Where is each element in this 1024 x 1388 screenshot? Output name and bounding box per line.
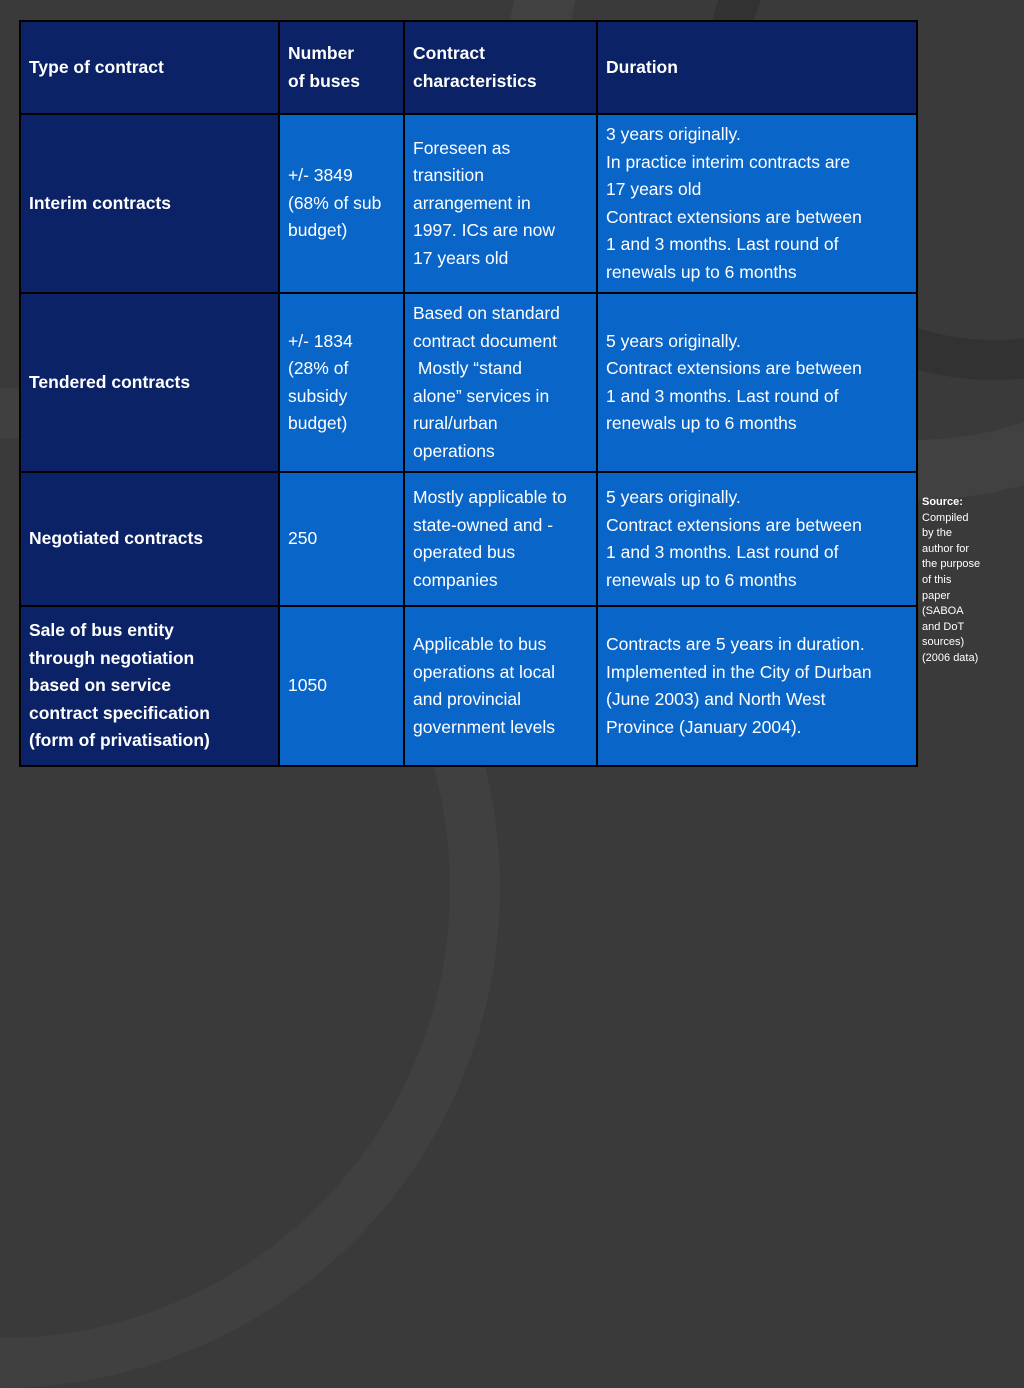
row-buses: [279, 114, 404, 293]
source-line: the purpose: [922, 558, 981, 571]
cell-line: transition: [413, 165, 485, 186]
cell-line: government levels: [413, 716, 556, 737]
cell-line: 1 and 3 months. Last round of: [606, 542, 839, 562]
cell-line: +/- 1834: [288, 330, 353, 351]
cell-line: (form of privatisation): [29, 730, 210, 751]
row-buses: [279, 293, 404, 472]
row-type: Interim contracts: [20, 114, 279, 293]
row-duration: [597, 114, 917, 293]
cell-line: Applicable to bus: [413, 634, 547, 654]
header-row: [20, 21, 917, 114]
header-characteristics-line: Contract: [413, 43, 485, 63]
table-row: [20, 472, 917, 606]
cell-line: (June 2003) and North West: [606, 689, 826, 709]
table-row: [20, 606, 917, 766]
cell-line: budget): [288, 413, 348, 433]
cell-line: state-owned and -: [413, 514, 554, 535]
source-line: paper: [922, 589, 951, 602]
source-line: (2006 data): [922, 651, 979, 664]
row-duration: [597, 606, 917, 766]
cell-line: +/- 3849: [288, 165, 353, 186]
row-type: Negotiated contracts: [20, 472, 279, 606]
cell-line: based on service: [29, 675, 172, 696]
cell-line: contract document: [413, 330, 557, 351]
cell-line: arrangement in: [413, 192, 531, 213]
row-duration: [597, 293, 917, 472]
cell-line: 1 and 3 months. Last round of: [606, 234, 839, 254]
cell-line: 250: [288, 528, 318, 549]
cell-line: In practice interim contracts are: [606, 151, 851, 172]
cell-line: renewals up to 6 months: [606, 569, 797, 590]
cell-line: Sale of bus entity: [29, 620, 174, 641]
header-characteristics-line: characteristics: [413, 70, 537, 91]
table-row: [20, 293, 917, 472]
header-duration: Duration: [597, 21, 917, 114]
cell-line: Implemented in the City of Durban: [606, 661, 872, 682]
cell-line: 1997. ICs are now: [413, 220, 556, 241]
cell-line: Contract extensions are between: [606, 206, 862, 227]
source-note: [922, 495, 1002, 667]
row-type: Tendered contracts: [20, 293, 279, 472]
cell-line: subsidy: [288, 385, 348, 406]
cell-line: Contracts are 5 years in duration.: [606, 634, 865, 654]
header-characteristics: [404, 21, 597, 114]
source-line: of this: [922, 573, 952, 586]
source-line: author for: [922, 542, 970, 555]
row-buses: [279, 606, 404, 766]
cell-line: companies: [413, 569, 498, 590]
cell-line: Province (January 2004).: [606, 716, 802, 737]
row-characteristics: [404, 472, 597, 606]
source-line: sources): [922, 636, 965, 649]
cell-line: 5 years originally.: [606, 487, 741, 507]
cell-line: Mostly “stand: [413, 358, 522, 378]
cell-line: Contract extensions are between: [606, 358, 862, 378]
cell-line: Based on standard: [413, 303, 560, 323]
header-buses-line: Number: [288, 43, 355, 63]
row-characteristics: [404, 293, 597, 472]
source-line: by the: [922, 527, 952, 540]
cell-line: operated bus: [413, 542, 516, 562]
row-duration: [597, 472, 917, 606]
row-type: [20, 606, 279, 766]
cell-line: Mostly applicable to: [413, 487, 567, 507]
cell-line: budget): [288, 220, 348, 241]
row-characteristics: [404, 606, 597, 766]
cell-line: through negotiation: [29, 647, 195, 668]
cell-line: alone” services in: [413, 385, 550, 406]
cell-line: 5 years originally.: [606, 330, 741, 351]
cell-line: rural/urban: [413, 413, 498, 433]
cell-line: (68% of sub: [288, 192, 382, 213]
cell-line: 1050: [288, 675, 327, 696]
cell-line: Contract extensions are between: [606, 514, 862, 535]
cell-line: 17 years old: [413, 247, 509, 268]
cell-line: 1 and 3 months. Last round of: [606, 385, 839, 406]
cell-line: renewals up to 6 months: [606, 261, 797, 282]
cell-line: (28% of: [288, 358, 349, 378]
cell-line: operations: [413, 440, 495, 461]
table-row: [20, 114, 917, 293]
cell-line: contract specification: [29, 702, 210, 723]
cell-line: 3 years originally.: [606, 124, 741, 144]
source-line: and DoT: [922, 620, 965, 633]
source-label: Source:: [922, 496, 963, 508]
source-line: Compiled: [922, 511, 969, 524]
cell-line: 17 years old: [606, 179, 702, 199]
contracts-table: [19, 20, 918, 767]
header-buses: [279, 21, 404, 114]
cell-line: operations at local: [413, 661, 556, 682]
header-buses-line: of buses: [288, 70, 360, 91]
row-buses: [279, 472, 404, 606]
row-characteristics: [404, 114, 597, 293]
cell-line: renewals up to 6 months: [606, 413, 797, 433]
cell-line: and provincial: [413, 689, 521, 709]
header-type: Type of contract: [20, 21, 279, 114]
source-line: (SABOA: [922, 605, 964, 618]
cell-line: Foreseen as: [413, 137, 511, 158]
